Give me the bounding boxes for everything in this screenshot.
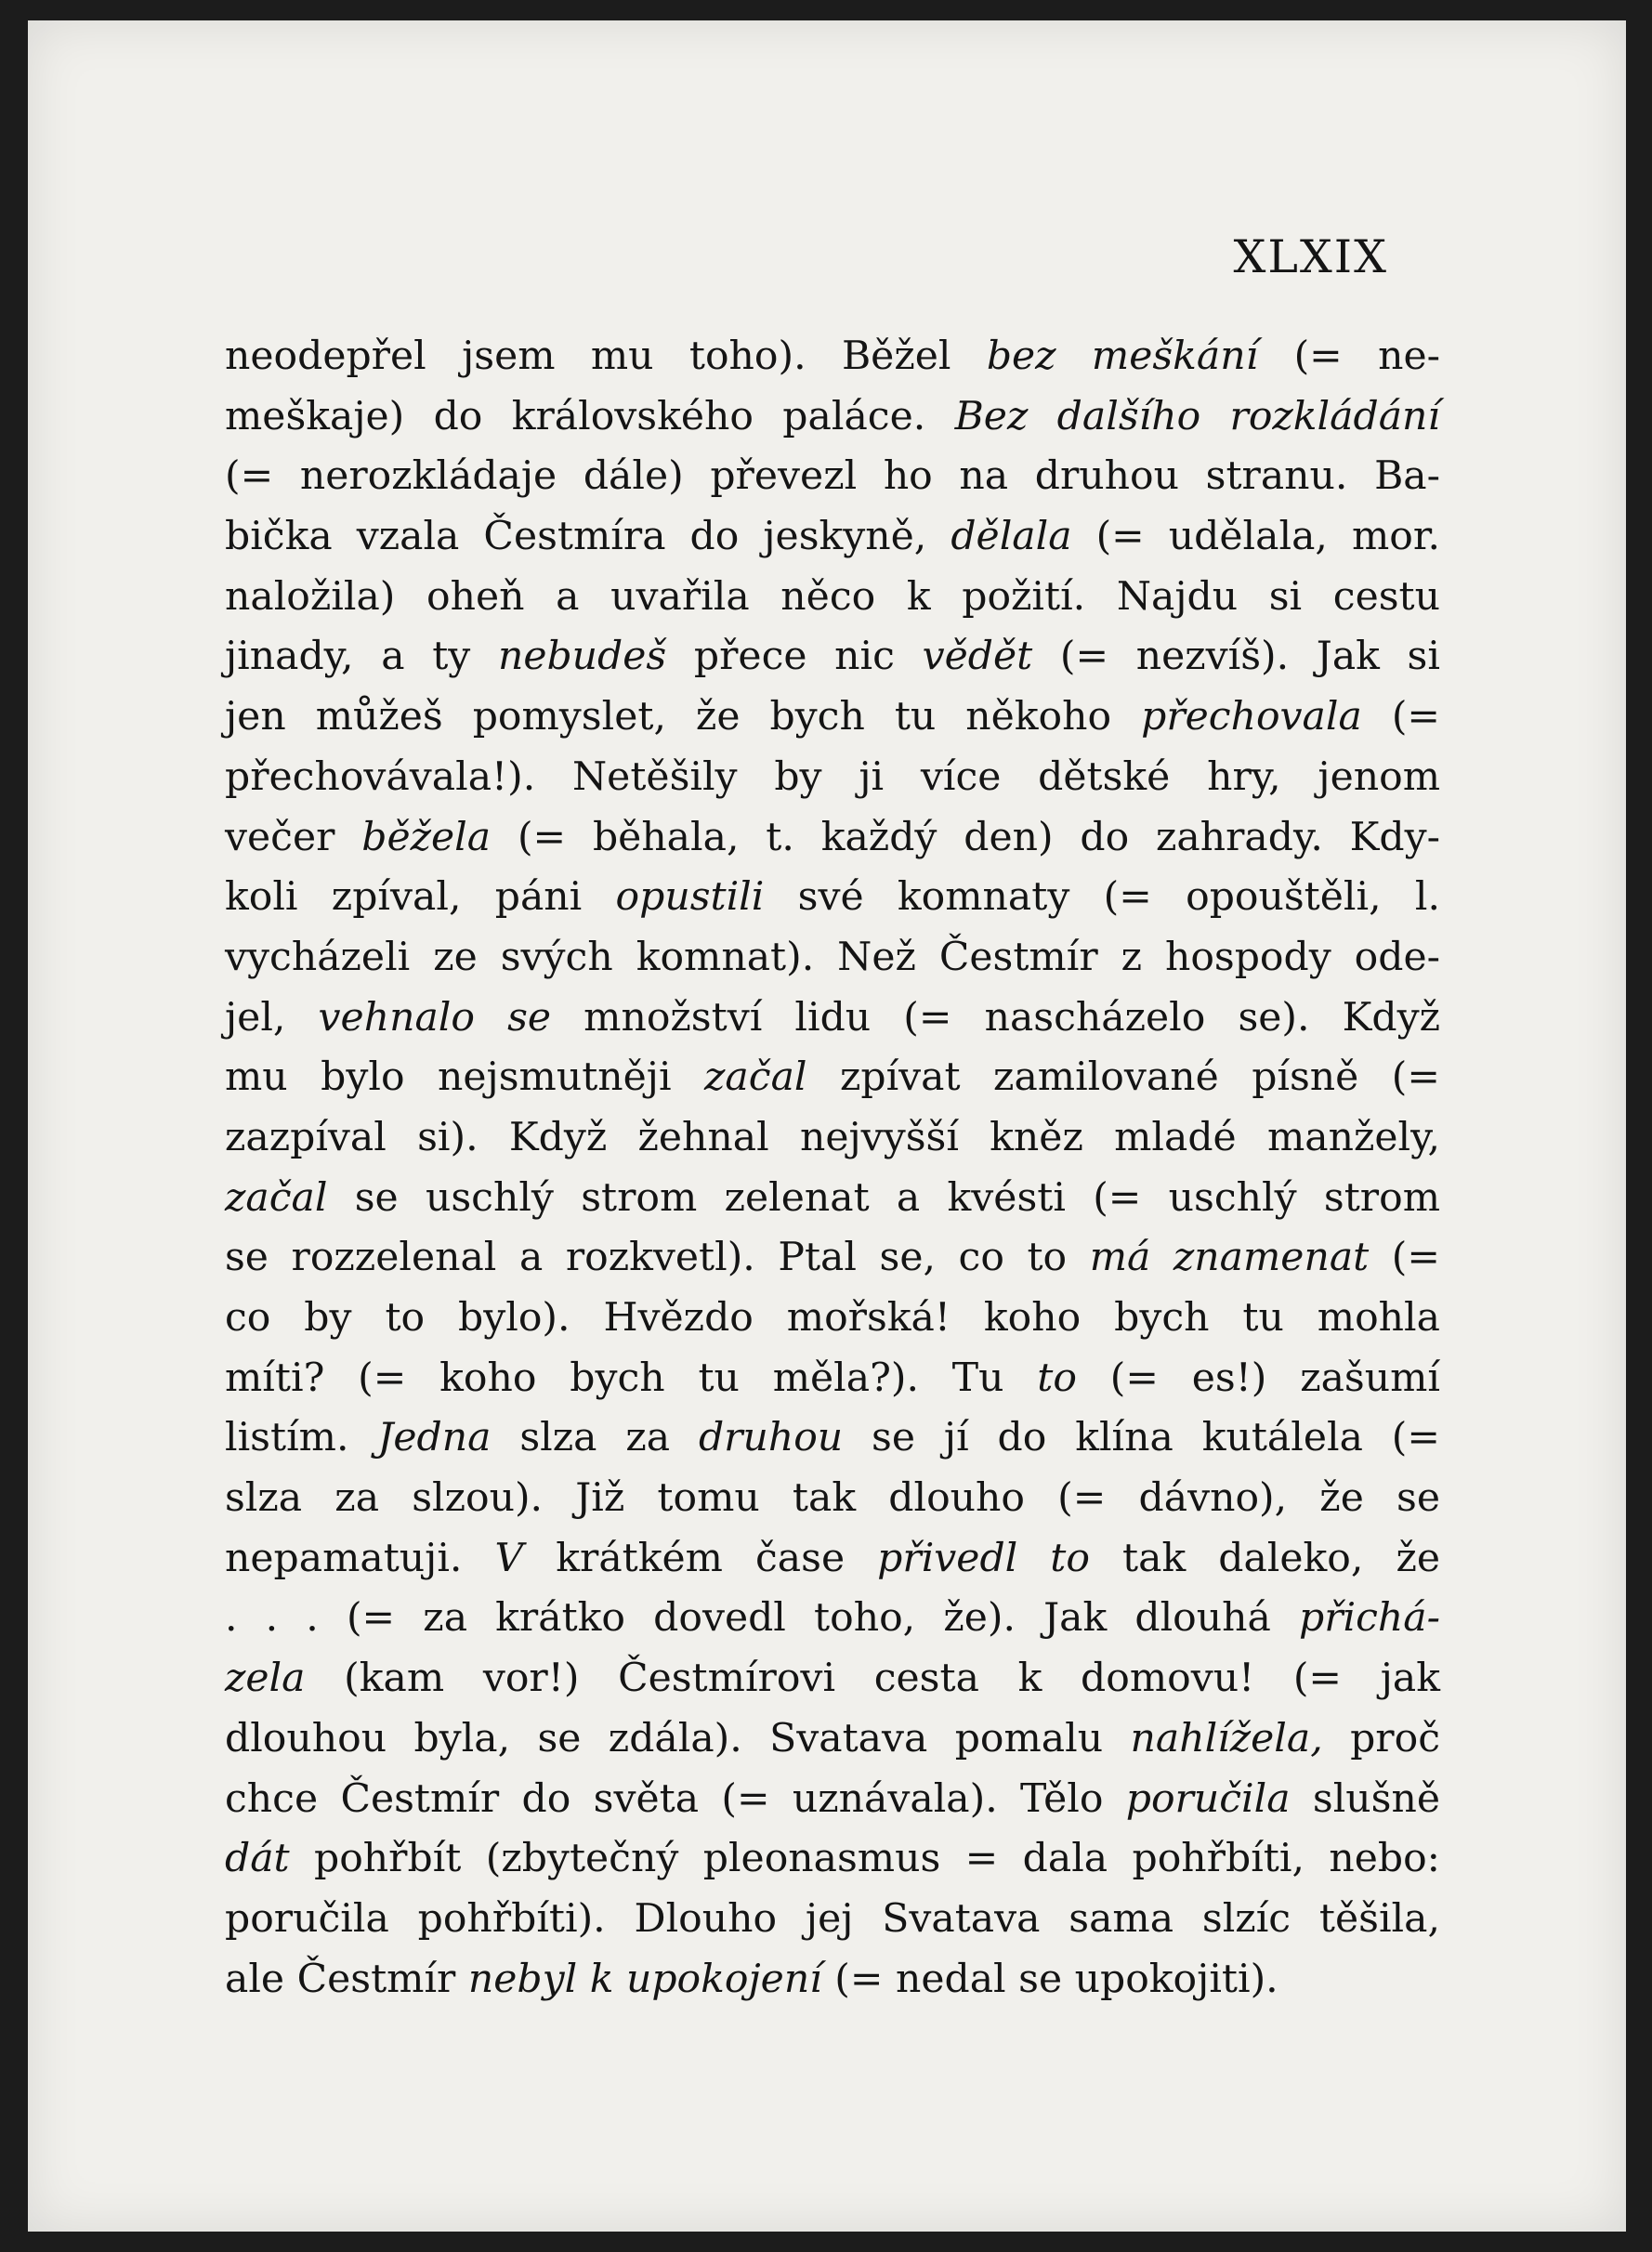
text-segment: večer: [225, 814, 362, 860]
italic-term: bez meškání: [986, 334, 1259, 379]
text-segment: (= nezvíš). Jak si: [1032, 634, 1440, 680]
text-segment: zpívat zamilované písně (=: [806, 1054, 1440, 1101]
text-segment: poručila pohřbíti). Dlouho jej Svatava sama slzíc těšila,: [225, 1895, 1440, 1942]
italic-term: má znamenat: [1089, 1235, 1370, 1281]
text-segment: (= es!) zašumí: [1076, 1355, 1440, 1401]
text-segment: mu bylo nejsmutněji: [225, 1054, 705, 1101]
text-line: [225, 1228, 1440, 1289]
text-line: [225, 1108, 1440, 1169]
text-segment: jel,: [225, 994, 319, 1041]
italic-term: poručila: [1125, 1775, 1291, 1822]
text-segment: se rozzelenal a rozkvetl). Ptal se, co to: [225, 1235, 1090, 1281]
text-line: [225, 1589, 1440, 1649]
italic-term: V: [494, 1535, 524, 1581]
text-segment: se jí do klína kutálela (=: [843, 1415, 1441, 1461]
text-line: [225, 1649, 1440, 1709]
text-line: [225, 1349, 1440, 1409]
text-segment: nepamatuji.: [225, 1535, 495, 1581]
italic-term: nebyl k upokojení: [467, 1956, 822, 2002]
text-line: [225, 1529, 1440, 1590]
text-segment: (= běhala, t. každý den) do zahrady. Kdy-: [491, 814, 1440, 860]
text-line: [225, 1829, 1440, 1890]
text-segment: co by to bylo). Hvězdo mořská! koho bych tu mohla: [225, 1295, 1440, 1341]
text-line: [225, 687, 1440, 748]
italic-term: nahlížela,: [1130, 1715, 1323, 1761]
text-segment: ale Čestmír: [225, 1956, 468, 2002]
page-number: XLXIX: [1233, 230, 1388, 283]
text-line: [225, 1709, 1440, 1770]
italic-term: vehnalo se: [318, 994, 552, 1041]
text-segment: (=: [1369, 1235, 1440, 1281]
text-segment: přece nic: [666, 634, 923, 680]
italic-term: Jedna: [377, 1415, 492, 1461]
italic-term: začal: [225, 1174, 328, 1221]
text-segment: (= nedal se upokojiti).: [821, 1956, 1278, 2002]
italic-term: dělala: [951, 514, 1072, 560]
text-line: [225, 387, 1440, 448]
text-line: [225, 1469, 1440, 1529]
text-segment: (kam vor!) Čestmírovi cesta k domovu! (= jak: [305, 1656, 1440, 1702]
italic-term: přivedl to: [877, 1535, 1090, 1581]
text-line: [225, 989, 1440, 1049]
italic-term: to: [1037, 1355, 1077, 1401]
text-segment: se uschlý strom zelenat a kvésti (= uschlý strom: [327, 1174, 1440, 1221]
text-segment: jen můžeš pomyslet, že bych tu někoho: [225, 694, 1142, 740]
text-segment: pohřbít (zbytečný pleonasmus = dala pohřbíti, nebo:: [289, 1836, 1440, 1882]
text-line: [225, 1770, 1440, 1830]
italic-term: druhou: [698, 1415, 844, 1461]
text-segment: dlouhou byla, se zdála). Svatava pomalu: [225, 1715, 1131, 1761]
text-segment: slušně: [1290, 1775, 1440, 1822]
text-segment: jinady, a ty: [225, 634, 498, 680]
text-segment: přechovávala!). Netěšily by ji více dětské hry, jenom: [225, 753, 1440, 800]
text-segment: naložila) oheň a uvařila něco k požití. Najdu si cestu: [225, 573, 1440, 620]
text-segment: proč: [1322, 1715, 1441, 1761]
text-line: [225, 1048, 1440, 1108]
italic-term: Bez dalšího rozkládání: [954, 393, 1440, 439]
text-segment: své komnaty (= opouštěli, l.: [764, 874, 1440, 921]
book-page: [28, 20, 1626, 2232]
text-segment: slza za slzou). Již tomu tak dlouho (= dávno), že se: [225, 1475, 1440, 1522]
text-line: [225, 1169, 1440, 1229]
text-line: [225, 327, 1440, 387]
text-line: [225, 447, 1440, 507]
italic-term: dát: [225, 1836, 290, 1882]
text-segment: meškaje) do královského paláce.: [225, 393, 955, 439]
text-segment: (= nerozkládaje dále) převezl ho na druhou stranu. Ba-: [225, 453, 1440, 500]
italic-term: přechovala: [1141, 694, 1362, 740]
text-line: [225, 1289, 1440, 1349]
text-segment: míti? (= koho bych tu měla?). Tu: [225, 1355, 1038, 1401]
italic-term: vědět: [922, 634, 1033, 680]
text-segment: (= ne-: [1258, 334, 1440, 379]
text-line: [225, 868, 1440, 928]
text-line: [225, 748, 1440, 808]
text-segment: (=: [1361, 694, 1441, 740]
italic-term: začal: [704, 1054, 807, 1101]
italic-term: nebudeš: [497, 634, 667, 680]
text-segment: zazpíval si). Když žehnal nejvyšší kněz mladé manžely,: [225, 1114, 1440, 1160]
text-segment: krátkém čase: [523, 1535, 878, 1581]
text-line: [225, 1890, 1440, 1950]
text-segment: neodepřel jsem mu toho). Běžel: [225, 334, 987, 379]
text-line: [225, 928, 1440, 989]
italic-term: běžela: [361, 814, 492, 860]
text-segment: tak daleko, že: [1089, 1535, 1440, 1581]
text-segment: množství lidu (= nascházelo se). Když: [551, 994, 1440, 1041]
text-segment: koli zpíval, páni: [225, 874, 616, 921]
italic-term: přichá-: [1299, 1595, 1440, 1642]
text-segment: listím.: [225, 1415, 378, 1461]
text-segment: . . . (= za krátko dovedl toho, že). Jak dlouhá: [225, 1595, 1299, 1642]
text-line: [225, 808, 1440, 869]
text-line: [225, 507, 1440, 568]
text-line: [225, 568, 1440, 628]
text-segment: slza za: [491, 1415, 699, 1461]
text-segment: bička vzala Čestmíra do jeskyně,: [225, 514, 951, 560]
text-segment: vycházeli ze svých komnat). Než Čestmír z hospody ode-: [225, 934, 1440, 980]
text-line: [225, 1408, 1440, 1469]
text-line: [225, 1950, 1440, 2010]
text-segment: chce Čestmír do světa (= uznávala). Tělo: [225, 1775, 1126, 1822]
body-text: [225, 327, 1440, 2010]
italic-term: zela: [225, 1656, 306, 1702]
text-line: [225, 627, 1440, 687]
italic-term: opustili: [615, 874, 765, 921]
text-segment: (= udělala, mor.: [1071, 514, 1440, 560]
